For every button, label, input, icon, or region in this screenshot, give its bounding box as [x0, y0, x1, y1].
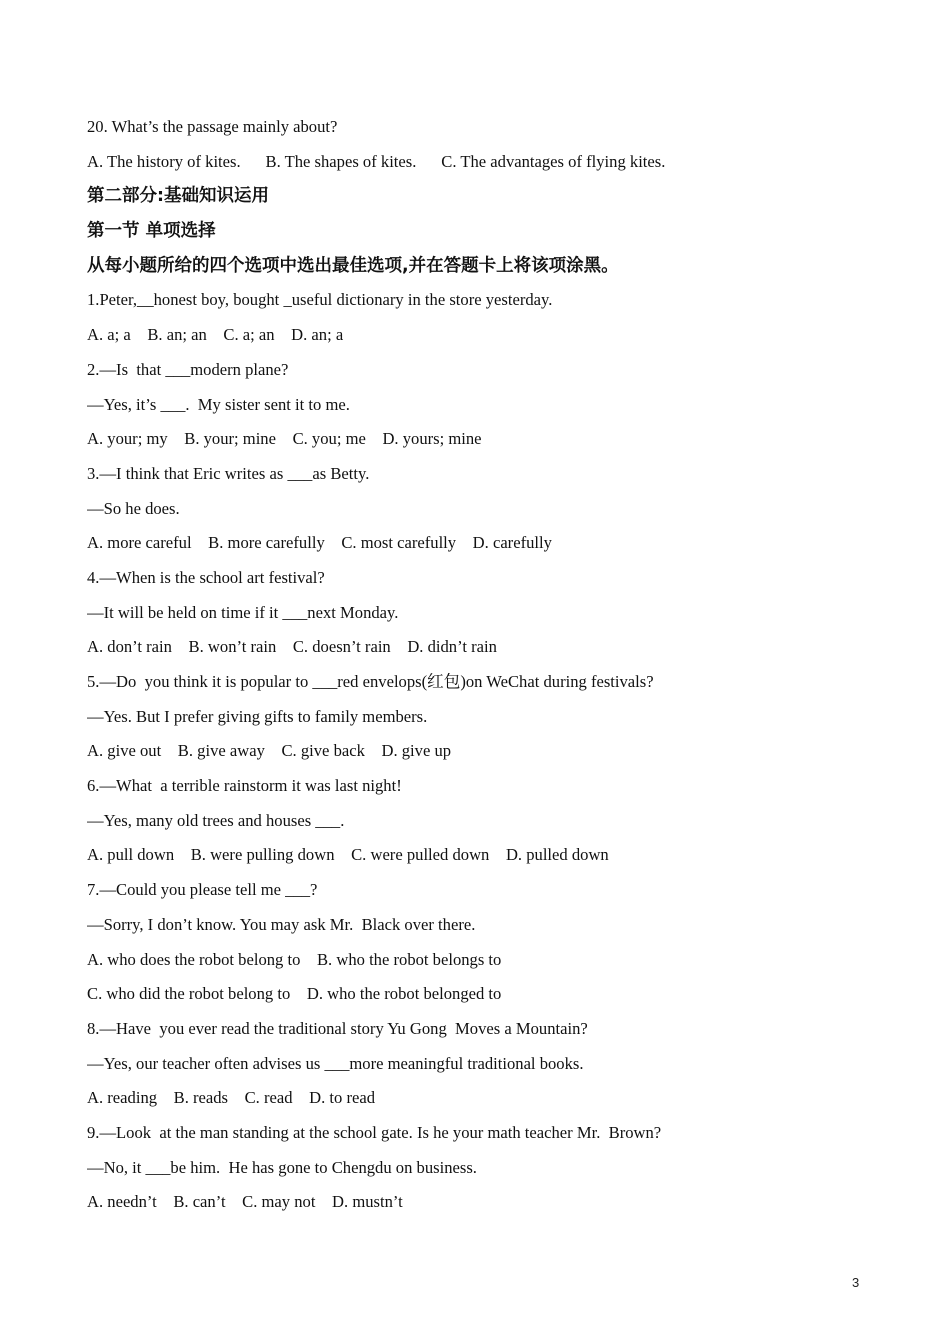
question-20: 20. What’s the passage mainly about?	[87, 117, 338, 136]
question-4-reply: —It will be held on time if it ___next Monday.	[87, 602, 399, 622]
question-9: 9.—Look at the man standing at the school gate. Is he your math teacher Mr. Brown?	[87, 1122, 662, 1142]
question-1-options: A. a; a B. an; an C. a; an D. an; a	[87, 325, 344, 345]
question-7-options-cd: C. who did the robot belong to D. who the robot belonged to	[87, 984, 502, 1004]
question-1: 1.Peter,__honest boy, bought _useful dictionary in the store yesterday.	[87, 290, 553, 310]
section-instructions: 从每小题所给的四个选项中选出最佳选项,并在答题卡上将该项涂黑。	[87, 255, 619, 276]
question-8: 8.—Have you ever read the traditional story Yu Gong Moves a Mountain?	[87, 1018, 588, 1038]
question-8-reply: —Yes, our teacher often advises us ___more meaningful traditional books.	[87, 1053, 584, 1073]
question-9-options: A. needn’t B. can’t C. may not D. mustn’t	[87, 1192, 403, 1212]
question-6: 6.—What a terrible rainstorm it was last night!	[87, 776, 402, 796]
question-3: 3.—I think that Eric writes as ___as Betty.	[87, 463, 370, 483]
question-7-options-ab: A. who does the robot belong to B. who the robot belongs to	[87, 949, 502, 969]
question-9-reply: —No, it ___be him. He has gone to Chengdu on business.	[87, 1157, 477, 1177]
question-2-reply: —Yes, it’s ___. My sister sent it to me.	[87, 394, 350, 414]
document-body	[87, 110, 887, 1220]
question-3-options: A. more careful B. more carefully C. most carefully D. carefully	[87, 533, 552, 553]
question-4-options: A. don’t rain B. won’t rain C. doesn’t rain D. didn’t rain	[87, 637, 497, 657]
question-7: 7.—Could you please tell me ___?	[87, 880, 318, 900]
section-one-heading: 第一节 单项选择	[87, 221, 216, 242]
question-6-options: A. pull down B. were pulling down C. were pulled down D. pulled down	[87, 845, 609, 865]
question-2-options: A. your; my B. your; mine C. you; me D. yours; mine	[87, 429, 482, 449]
question-5: 5.—Do you think it is popular to ___red envelops(红包)on WeChat during festivals?	[87, 672, 654, 691]
question-5-options: A. give out B. give away C. give back D. give up	[87, 741, 452, 761]
question-2: 2.—Is that ___modern plane?	[87, 359, 289, 379]
part-two-heading: 第二部分:基础知识运用	[87, 186, 269, 207]
question-20-options: A. The history of kites. B. The shapes of kites. C. The advantages of flying kites.	[87, 151, 666, 171]
question-6-reply: —Yes, many old trees and houses ___.	[87, 810, 345, 830]
question-7-reply: —Sorry, I don’t know. You may ask Mr. Black over there.	[87, 914, 476, 934]
page-number: 3	[852, 1275, 860, 1290]
question-8-options: A. reading B. reads C. read D. to read	[87, 1088, 376, 1108]
question-3-reply: —So he does.	[87, 498, 180, 518]
question-5-reply: —Yes. But I prefer giving gifts to family members.	[87, 706, 428, 726]
question-4: 4.—When is the school art festival?	[87, 567, 325, 587]
